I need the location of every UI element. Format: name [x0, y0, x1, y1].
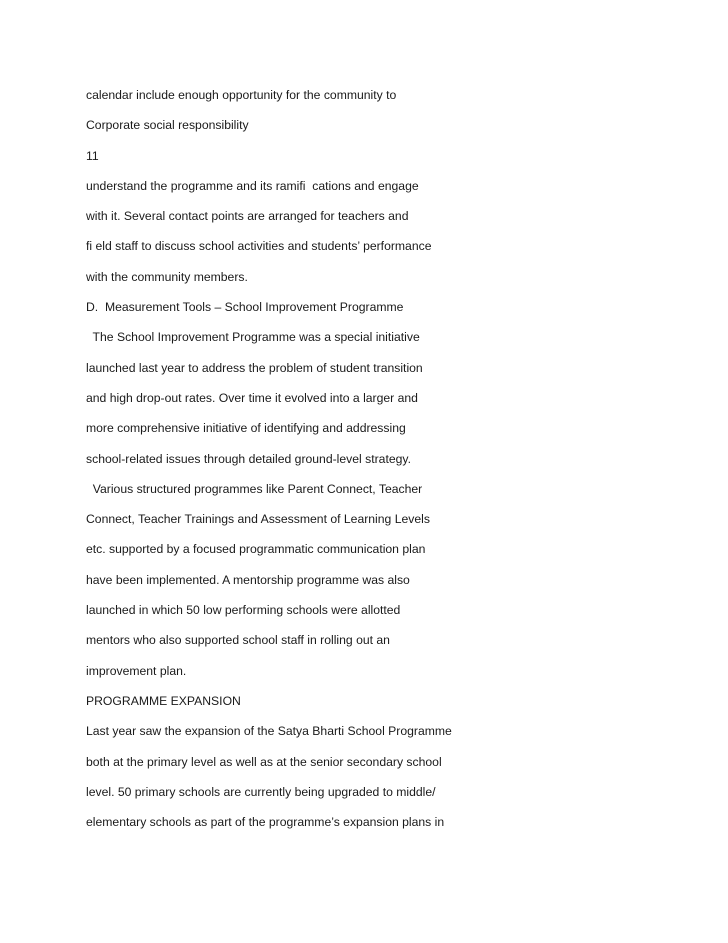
section-heading: D. Measurement Tools – School Improvement Programme [86, 300, 404, 315]
text-line: level. 50 primary schools are currently being upgraded to middle/ [86, 784, 436, 799]
page-number: 11 [86, 148, 99, 163]
text-line: etc. supported by a focused programmatic communication plan [86, 542, 426, 557]
text-line: more comprehensive initiative of identifying and addressing [86, 421, 406, 436]
text-line: school-related issues through detailed ground-level strategy. [86, 451, 411, 466]
section-heading: PROGRAMME EXPANSION [86, 693, 241, 708]
text-line: and high drop-out rates. Over time it evolved into a larger and [86, 390, 418, 405]
text-body [86, 87, 706, 844]
text-line: fi eld staff to discuss school activities and students’ performance [86, 239, 432, 254]
text-line: understand the programme and its ramifi cations and engage [86, 178, 419, 193]
text-line: with it. Several contact points are arranged for teachers and [86, 209, 409, 224]
text-line: Last year saw the expansion of the Satya Bharti School Programme [86, 724, 452, 739]
text-line: improvement plan. [86, 663, 187, 678]
text-line: Corporate social responsibility [86, 118, 249, 133]
text-line: mentors who also supported school staff in rolling out an [86, 633, 390, 648]
text-line: Connect, Teacher Trainings and Assessment of Learning Levels [86, 512, 430, 527]
text-line: calendar include enough opportunity for the community to [86, 88, 397, 102]
text-line: launched in which 50 low performing schools were allotted [86, 603, 401, 618]
text-line: launched last year to address the problem of student transition [86, 360, 423, 375]
text-line: have been implemented. A mentorship programme was also [86, 572, 410, 587]
text-line: elementary schools as part of the programme’s expansion plans in [86, 815, 445, 830]
text-line: both at the primary level as well as at the senior secondary school [86, 754, 442, 769]
text-line: Various structured programmes like Parent Connect, Teacher [86, 481, 423, 496]
text-line: with the community members. [86, 269, 248, 284]
text-line: The School Improvement Programme was a special initiative [86, 330, 420, 345]
